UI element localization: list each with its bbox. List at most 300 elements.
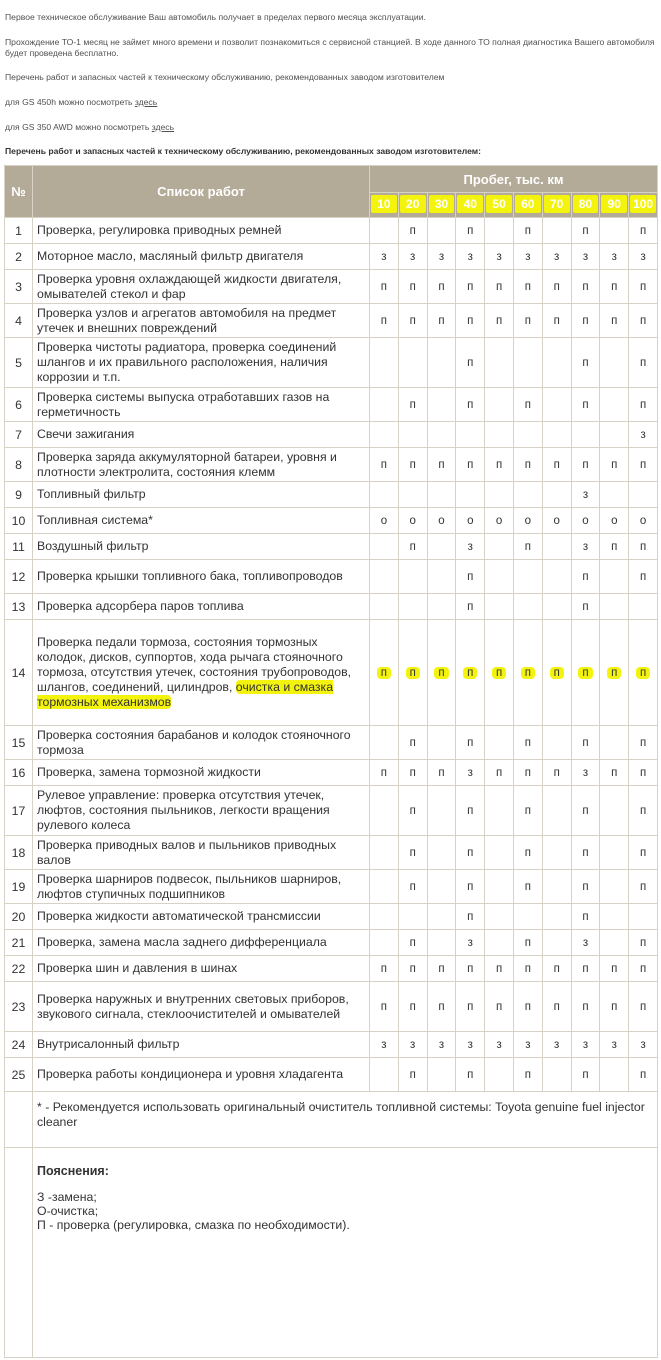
service-mark: п: [639, 736, 647, 749]
km-label: 100: [630, 195, 656, 213]
service-mark: п: [377, 667, 391, 679]
service-mark: п: [467, 1000, 474, 1013]
service-mark: п: [611, 314, 618, 327]
service-mark-cell: [571, 1058, 600, 1092]
service-mark: п: [524, 766, 531, 779]
service-mark: п: [582, 356, 589, 369]
service-mark: п: [582, 280, 589, 293]
service-mark-cell: [456, 482, 485, 508]
service-mark: п: [409, 540, 416, 553]
service-mark-cell: [370, 870, 399, 904]
service-mark-cell: [571, 244, 600, 270]
km-label: 50: [486, 195, 512, 213]
service-mark-cell: [513, 760, 542, 786]
service-mark-cell: [571, 338, 600, 388]
table-row: [5, 338, 658, 388]
service-mark: п: [409, 1068, 416, 1081]
service-mark-cell: [456, 760, 485, 786]
service-mark-cell: [398, 448, 427, 482]
service-mark-cell: [513, 244, 542, 270]
service-mark: п: [521, 667, 535, 679]
service-mark-cell: [427, 388, 456, 422]
work-description: Проверка состояния барабанов и колодок стояночного тормоза: [33, 726, 370, 760]
service-mark: п: [467, 600, 474, 613]
row-number: 12: [5, 560, 33, 594]
service-mark-cell: [427, 904, 456, 930]
service-mark: п: [467, 736, 474, 749]
service-mark-cell: [600, 836, 629, 870]
service-mark-cell: [513, 304, 542, 338]
service-mark-cell: [398, 594, 427, 620]
service-mark-cell: [629, 904, 658, 930]
km-header-30: [427, 193, 456, 218]
intro-gs350-text: для GS 350 AWD можно посмотреть: [5, 122, 150, 132]
service-mark: п: [553, 314, 560, 327]
service-mark: п: [582, 1000, 589, 1013]
row-number: 6: [5, 388, 33, 422]
service-mark: п: [639, 880, 647, 893]
work-description: Проверка наружных и внутренних световых приборов, звукового сигнала, стеклоочистителей и омывателей: [33, 982, 370, 1032]
work-description: Проверка крышки топливного бака, топливопроводов: [33, 560, 370, 594]
service-mark: п: [380, 962, 388, 975]
service-mark: з: [640, 428, 646, 441]
service-mark-cell: [398, 304, 427, 338]
service-mark-cell: [485, 726, 514, 760]
work-description: Воздушный фильтр: [33, 534, 370, 560]
service-mark: з: [496, 1038, 502, 1051]
service-mark: о: [524, 514, 532, 527]
service-mark-cell: [513, 930, 542, 956]
intro-paragraph-3: Перечень работ и запасных частей к техническому обслуживанию, рекомендованных заводом изготовителем: [5, 72, 445, 82]
service-mark-cell: [513, 786, 542, 836]
service-mark-cell: [629, 560, 658, 594]
service-mark-cell: [629, 534, 658, 560]
service-mark-cell: [542, 982, 571, 1032]
work-description: Проверка жидкости автоматической трансмиссии: [33, 904, 370, 930]
service-mark-cell: [485, 594, 514, 620]
table-row: [5, 904, 658, 930]
service-mark: п: [639, 570, 647, 583]
service-mark-cell: [398, 1058, 427, 1092]
service-mark: п: [467, 962, 474, 975]
row-number: 2: [5, 244, 33, 270]
service-mark: п: [409, 962, 416, 975]
table-row: [5, 218, 658, 244]
service-mark: п: [380, 280, 388, 293]
service-mark-cell: [600, 304, 629, 338]
service-mark: п: [639, 1000, 647, 1013]
service-mark: п: [553, 280, 560, 293]
service-mark-cell: [571, 982, 600, 1032]
work-highlighted-text: очистка и смазка тормозных механизмов: [37, 680, 334, 709]
service-mark: п: [409, 766, 416, 779]
service-mark: п: [553, 1000, 560, 1013]
row-number: 8: [5, 448, 33, 482]
service-mark-cell: [571, 836, 600, 870]
intro-heading: Перечень работ и запасных частей к техническому обслуживанию, рекомендованных заводом изготовителем:: [5, 146, 481, 156]
service-mark: з: [611, 1038, 617, 1051]
service-mark-cell: [370, 270, 399, 304]
service-mark-cell: [398, 956, 427, 982]
service-mark-cell: [427, 508, 456, 534]
service-mark-cell: [542, 836, 571, 870]
row-number: 9: [5, 482, 33, 508]
service-mark: п: [495, 1000, 503, 1013]
service-mark: п: [582, 804, 589, 817]
work-description: Топливная система*: [33, 508, 370, 534]
maintenance-table: [4, 165, 658, 1358]
service-mark: п: [438, 962, 445, 975]
service-mark-cell: [398, 388, 427, 422]
service-mark-cell: [427, 930, 456, 956]
table-row: [5, 1032, 658, 1058]
service-mark-cell: [600, 904, 629, 930]
table-row: [5, 930, 658, 956]
service-mark: з: [467, 766, 473, 779]
service-mark-cell: [629, 594, 658, 620]
service-mark-cell: [427, 1058, 456, 1092]
service-mark: п: [438, 766, 445, 779]
km-label: 70: [544, 195, 570, 213]
service-mark-cell: [542, 1032, 571, 1058]
service-mark-cell: [456, 620, 485, 726]
table-row: [5, 244, 658, 270]
service-mark-cell: [542, 560, 571, 594]
service-mark: п: [524, 314, 531, 327]
service-mark: п: [524, 398, 531, 411]
service-mark-cell: [398, 620, 427, 726]
work-description: Проверка, регулировка приводных ремней: [33, 218, 370, 244]
row-number: 7: [5, 422, 33, 448]
km-header-100: [629, 193, 658, 218]
service-mark-cell: [370, 594, 399, 620]
service-mark-cell: [571, 904, 600, 930]
service-mark: п: [524, 280, 531, 293]
service-mark: о: [438, 514, 445, 527]
service-mark-cell: [571, 760, 600, 786]
service-mark-cell: [427, 560, 456, 594]
service-mark-cell: [427, 982, 456, 1032]
service-mark-cell: [370, 930, 399, 956]
work-description: Внутрисалонный фильтр: [33, 1032, 370, 1058]
service-mark-cell: [571, 786, 600, 836]
service-mark-cell: [456, 1032, 485, 1058]
service-mark-cell: [456, 534, 485, 560]
footnote-spacer: [5, 1092, 33, 1148]
km-header-40: [456, 193, 485, 218]
service-mark-cell: [370, 422, 399, 448]
service-mark: п: [409, 880, 416, 893]
service-mark: п: [639, 804, 647, 817]
service-mark-cell: [370, 218, 399, 244]
service-mark-cell: [456, 304, 485, 338]
service-mark: п: [582, 224, 589, 237]
service-mark-cell: [456, 836, 485, 870]
service-mark-cell: [485, 1058, 514, 1092]
service-mark: п: [611, 766, 618, 779]
service-mark-cell: [571, 448, 600, 482]
service-mark-cell: [542, 388, 571, 422]
service-mark-cell: [542, 1058, 571, 1092]
service-mark-cell: [456, 594, 485, 620]
service-mark: з: [582, 488, 589, 501]
service-mark: о: [380, 514, 388, 527]
service-mark: п: [611, 540, 618, 553]
table-row: [5, 508, 658, 534]
service-mark-cell: [629, 982, 658, 1032]
service-mark-cell: [513, 956, 542, 982]
service-mark-cell: [485, 786, 514, 836]
service-mark-cell: [571, 422, 600, 448]
service-mark: п: [582, 962, 589, 975]
service-mark: з: [410, 250, 416, 263]
service-mark-cell: [485, 982, 514, 1032]
service-mark: п: [467, 314, 474, 327]
service-mark-cell: [456, 956, 485, 982]
service-mark: з: [467, 936, 473, 949]
service-mark-cell: [513, 508, 542, 534]
service-mark: п: [524, 540, 531, 553]
row-number: 3: [5, 270, 33, 304]
footnote: * - Рекомендуется использовать оригинальный очиститель топливной системы: Toyota genuine fuel injector cleaner: [33, 1092, 658, 1148]
service-mark-cell: [513, 218, 542, 244]
service-mark-cell: [427, 304, 456, 338]
service-mark-cell: [629, 244, 658, 270]
table-row: [5, 786, 658, 836]
service-mark-cell: [398, 218, 427, 244]
service-mark-cell: [485, 388, 514, 422]
service-mark: з: [467, 540, 473, 553]
service-mark: п: [639, 1068, 647, 1081]
service-mark-cell: [629, 482, 658, 508]
service-mark: з: [582, 250, 589, 263]
intro-paragraph-2: Прохождение ТО-1 месяц не займет много времени и позволит познакомиться с сервисной станцией. В ходе данного ТО полная диагностика Вашего автомобиля будет проведена бесплатно.: [5, 37, 655, 58]
service-mark-cell: [571, 560, 600, 594]
legend-title: Пояснения:: [37, 1164, 109, 1178]
service-mark-cell: [600, 448, 629, 482]
service-mark-cell: [485, 870, 514, 904]
service-mark: п: [550, 667, 564, 679]
service-mark: з: [410, 1038, 416, 1051]
service-mark-cell: [571, 304, 600, 338]
service-mark-cell: [542, 786, 571, 836]
row-number: 5: [5, 338, 33, 388]
service-mark: о: [467, 514, 474, 527]
table-row: [5, 304, 658, 338]
service-mark: з: [381, 250, 387, 263]
gs350-link[interactable]: здесь: [151, 122, 175, 132]
service-mark-cell: [542, 620, 571, 726]
service-mark: з: [381, 1038, 387, 1051]
service-mark-cell: [513, 448, 542, 482]
service-mark: п: [495, 962, 503, 975]
service-mark-cell: [370, 304, 399, 338]
service-mark-cell: [485, 448, 514, 482]
service-mark: п: [639, 356, 647, 369]
service-mark: п: [639, 314, 647, 327]
service-mark-cell: [370, 244, 399, 270]
service-mark: п: [409, 314, 416, 327]
service-mark-cell: [513, 620, 542, 726]
service-mark-cell: [629, 448, 658, 482]
row-number: 24: [5, 1032, 33, 1058]
service-mark-cell: [600, 422, 629, 448]
service-mark: п: [578, 667, 592, 679]
km-header-20: [398, 193, 427, 218]
service-mark-cell: [398, 270, 427, 304]
service-mark: п: [524, 880, 531, 893]
service-mark: п: [409, 846, 416, 859]
work-description: Проверка, замена тормозной жидкости: [33, 760, 370, 786]
service-mark-cell: [571, 870, 600, 904]
service-mark: п: [409, 736, 416, 749]
service-mark-cell: [456, 560, 485, 594]
service-mark: п: [639, 458, 647, 471]
service-mark-cell: [456, 218, 485, 244]
table-row: [5, 422, 658, 448]
service-mark: о: [639, 514, 647, 527]
service-mark-cell: [513, 270, 542, 304]
service-mark-cell: [485, 904, 514, 930]
service-mark: п: [639, 398, 647, 411]
row-number: 20: [5, 904, 33, 930]
km-header-90: [600, 193, 629, 218]
table-row: [5, 560, 658, 594]
service-mark-cell: [600, 270, 629, 304]
service-mark-cell: [485, 304, 514, 338]
km-header-80: [571, 193, 600, 218]
service-mark: з: [554, 250, 560, 263]
service-mark-cell: [571, 270, 600, 304]
km-label: 60: [515, 195, 541, 213]
service-mark-cell: [513, 388, 542, 422]
km-header-60: [513, 193, 542, 218]
legend-item: П - проверка (регулировка, смазка по необходимости).: [37, 1218, 350, 1232]
service-mark-cell: [629, 388, 658, 422]
service-mark: п: [409, 1000, 416, 1013]
service-mark: п: [380, 766, 388, 779]
service-mark-cell: [427, 218, 456, 244]
service-mark-cell: [513, 726, 542, 760]
service-mark: п: [467, 356, 474, 369]
service-mark-cell: [456, 270, 485, 304]
service-mark-cell: [485, 560, 514, 594]
service-mark: з: [525, 1038, 531, 1051]
service-mark-cell: [370, 1032, 399, 1058]
row-number: 23: [5, 982, 33, 1032]
row-number: 14: [5, 620, 33, 726]
service-mark-cell: [398, 508, 427, 534]
service-mark-cell: [456, 448, 485, 482]
service-mark-cell: [398, 760, 427, 786]
km-label: 10: [371, 195, 397, 213]
row-number: 10: [5, 508, 33, 534]
service-mark-cell: [629, 870, 658, 904]
service-mark: п: [380, 314, 388, 327]
service-mark: п: [467, 458, 474, 471]
service-mark-cell: [427, 1032, 456, 1058]
service-mark: п: [409, 224, 416, 237]
km-label: 90: [601, 195, 627, 213]
service-mark-cell: [513, 904, 542, 930]
service-mark: п: [467, 880, 474, 893]
intro-gs350-line: [5, 122, 655, 133]
service-mark: п: [582, 398, 589, 411]
service-mark-cell: [456, 904, 485, 930]
service-mark: п: [524, 1068, 531, 1081]
service-mark: о: [611, 514, 618, 527]
service-mark-cell: [600, 1032, 629, 1058]
service-mark-cell: [600, 982, 629, 1032]
service-mark-cell: [398, 930, 427, 956]
service-mark-cell: [370, 1058, 399, 1092]
service-mark: п: [611, 280, 618, 293]
service-mark-cell: [427, 620, 456, 726]
service-mark-cell: [542, 244, 571, 270]
service-mark-cell: [427, 760, 456, 786]
service-mark-cell: [542, 218, 571, 244]
row-number: 13: [5, 594, 33, 620]
service-mark-cell: [629, 956, 658, 982]
service-mark: о: [553, 514, 560, 527]
work-description: Проверка системы выпуска отработавших газов на герметичность: [33, 388, 370, 422]
service-mark-cell: [370, 508, 399, 534]
service-mark-cell: [513, 338, 542, 388]
work-description: Проверка узлов и агрегатов автомобиля на предмет утечек и внешних повреждений: [33, 304, 370, 338]
service-mark: п: [639, 846, 647, 859]
service-mark-cell: [456, 244, 485, 270]
service-mark: п: [438, 1000, 445, 1013]
service-mark: о: [495, 514, 503, 527]
table-row: [5, 534, 658, 560]
service-mark-cell: [456, 870, 485, 904]
service-mark-cell: [456, 338, 485, 388]
service-mark-cell: [398, 482, 427, 508]
table-row: [5, 594, 658, 620]
service-mark: п: [582, 600, 589, 613]
service-mark-cell: [542, 930, 571, 956]
service-mark-cell: [571, 956, 600, 982]
service-mark-cell: [629, 270, 658, 304]
service-mark: з: [582, 936, 589, 949]
service-mark: п: [467, 398, 474, 411]
service-mark-cell: [571, 620, 600, 726]
service-mark-cell: [571, 930, 600, 956]
service-mark: п: [438, 458, 445, 471]
table-row: [5, 982, 658, 1032]
km-label: 20: [400, 195, 426, 213]
service-mark-cell: [427, 482, 456, 508]
service-mark: з: [640, 250, 646, 263]
gs450h-link[interactable]: здесь: [134, 97, 158, 107]
service-mark-cell: [456, 726, 485, 760]
table-row: [5, 760, 658, 786]
service-mark: п: [467, 804, 474, 817]
service-mark-cell: [513, 1058, 542, 1092]
work-description: Проверка чистоты радиатора, проверка соединений шлангов и их правильного расположения, наличия коррозии и т.п.: [33, 338, 370, 388]
service-mark-cell: [427, 270, 456, 304]
service-mark-cell: [485, 270, 514, 304]
service-mark: п: [553, 962, 560, 975]
service-mark: з: [582, 540, 589, 553]
service-mark-cell: [600, 388, 629, 422]
work-description: Топливный фильтр: [33, 482, 370, 508]
service-mark-cell: [485, 218, 514, 244]
service-mark: з: [582, 766, 589, 779]
service-mark-cell: [513, 422, 542, 448]
service-mark: п: [467, 224, 474, 237]
service-mark-cell: [571, 508, 600, 534]
